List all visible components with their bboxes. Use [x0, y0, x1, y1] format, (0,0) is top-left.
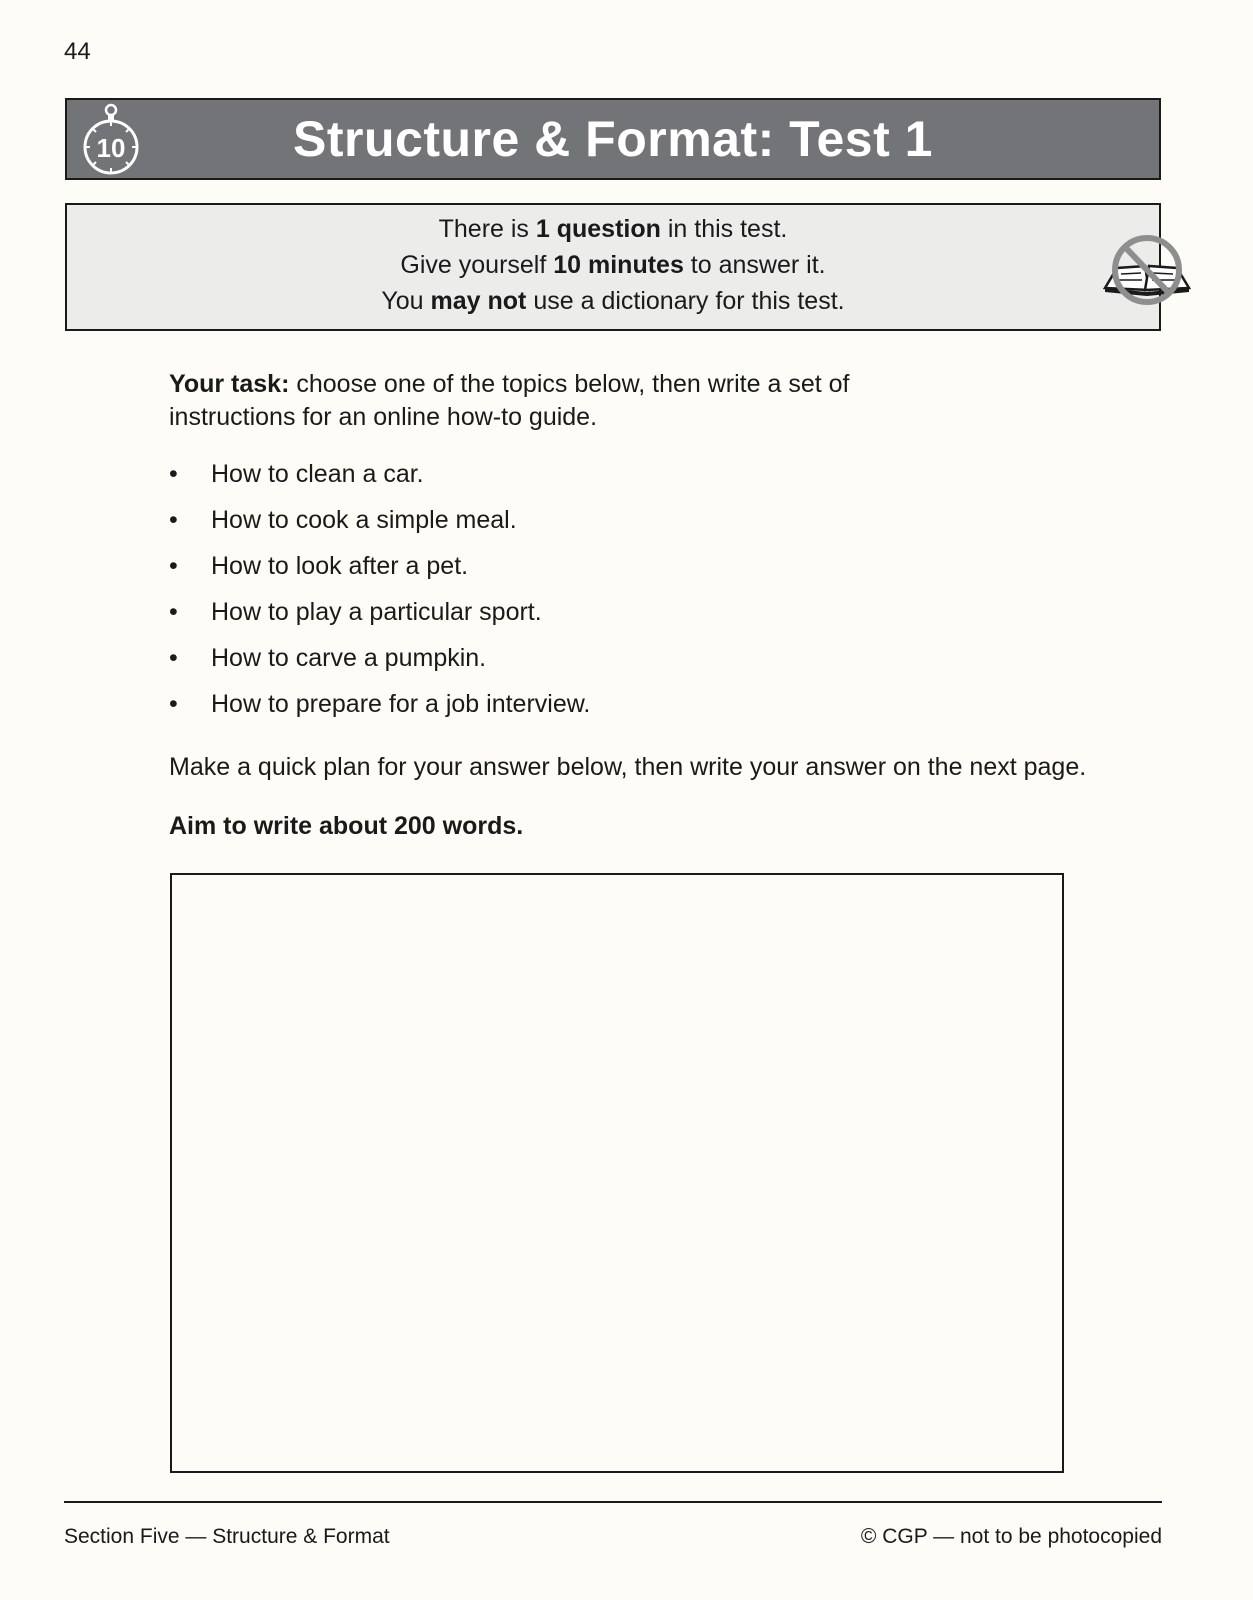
footer-copyright: © CGP — not to be photocopied	[860, 1525, 1162, 1548]
footer-divider	[64, 1501, 1162, 1503]
bullet: •	[169, 506, 178, 534]
word-count-aim: Aim to write about 200 words.	[169, 812, 524, 840]
task-text: choose one of the topics below, then write a set of instructions for an online how-to guide.	[169, 370, 850, 431]
topic-list	[169, 459, 590, 735]
bullet: •	[169, 644, 178, 672]
no-dictionary-icon	[1097, 230, 1197, 310]
list-item: • How to play a particular sport.	[169, 598, 542, 626]
plan-instruction: Make a quick plan for your answer below, then write your answer on the next page.	[169, 753, 1087, 781]
list-item: • How to prepare for a job interview.	[169, 690, 591, 718]
bullet: •	[169, 690, 178, 718]
bullet: •	[169, 460, 178, 488]
footer-section: Section Five — Structure & Format	[64, 1525, 390, 1548]
info-line-dictionary: You may not use a dictionary for this test.	[381, 287, 845, 315]
page-number: 44	[64, 38, 91, 65]
info-line-questions: There is 1 question in this test.	[438, 215, 788, 243]
info-line-time: Give yourself 10 minutes to answer it.	[400, 251, 826, 279]
list-item: • How to look after a pet.	[169, 552, 469, 580]
timer-minutes: 10	[96, 133, 126, 163]
task-description	[169, 368, 869, 434]
title-bar	[65, 98, 1161, 180]
bullet: •	[169, 552, 178, 580]
plan-answer-box[interactable]	[170, 873, 1064, 1473]
test-info-box	[65, 203, 1161, 331]
list-item: • How to clean a car.	[169, 460, 424, 488]
page-title: Structure & Format: Test 1	[293, 111, 933, 167]
list-item: • How to cook a simple meal.	[169, 506, 517, 534]
list-item: • How to carve a pumpkin.	[169, 644, 487, 672]
bullet: •	[169, 598, 178, 626]
task-label: Your task:	[169, 370, 290, 398]
